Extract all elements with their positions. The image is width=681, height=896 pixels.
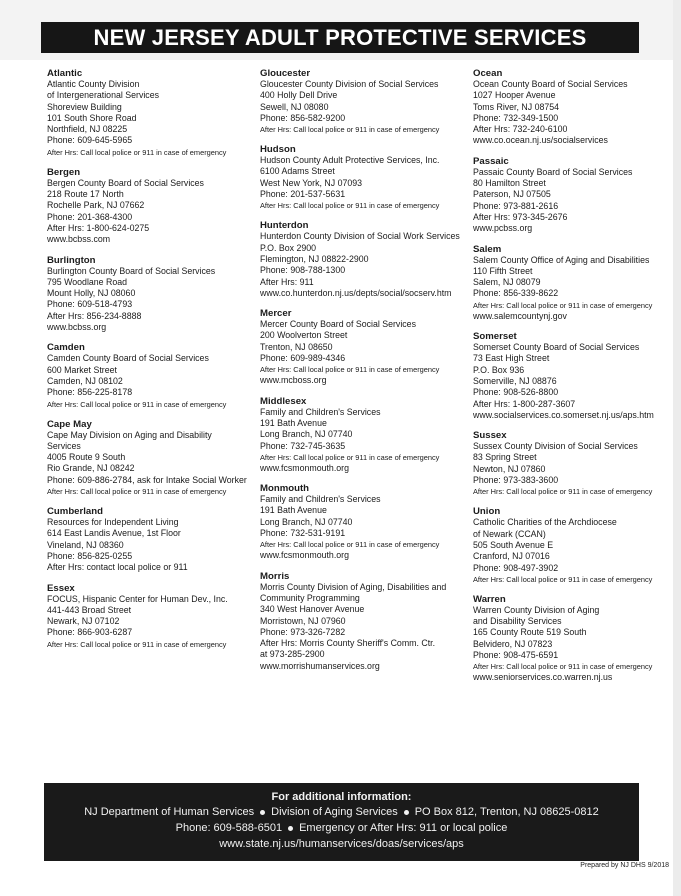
- contact-line: Ocean County Board of Social Services: [473, 79, 628, 89]
- footer-division: Division of Aging Services: [271, 806, 398, 818]
- contact-line: Family and Children's Services: [260, 406, 381, 417]
- website-link[interactable]: www.socialservices.co.somerset.nj.us/aps.htm: [473, 409, 654, 420]
- contact-line: 614 East Landis Avenue, 1st Floor: [47, 528, 181, 539]
- contact-line: Phone: 908-497-3902: [473, 562, 559, 573]
- contact-line: Atlantic County Division: [47, 79, 140, 89]
- county-entry: [260, 220, 465, 299]
- contact-line: Warren County Division of Aging: [473, 604, 600, 615]
- contact-line: After Hrs: Call local police or 911 in case of emergency: [260, 540, 440, 550]
- county-name: Hunterdon: [260, 220, 309, 232]
- contact-line: 340 West Hanover Avenue: [260, 604, 365, 615]
- contact-line: 218 Route 17 North: [47, 189, 124, 200]
- county-name: Cumberland: [47, 506, 103, 518]
- column-2: [260, 68, 465, 681]
- contact-line: After Hrs: Call local police or 911 in case of emergency: [260, 201, 440, 211]
- contact-line: FOCUS, Hispanic Center for Human Dev., Inc.: [47, 593, 228, 604]
- contact-line: Salem County Office of Aging and Disabilities: [473, 254, 650, 265]
- contact-line: Phone: 908-526-8800: [473, 387, 559, 398]
- county-name: Gloucester: [260, 68, 311, 79]
- county-entry: [47, 255, 252, 334]
- column-1: [47, 68, 252, 659]
- contact-line: After Hrs: 1-800-287-3607: [473, 398, 576, 409]
- county-name: Mercer: [260, 308, 292, 320]
- contact-line: Northfield, NJ 08225: [47, 124, 128, 135]
- county-entry: [47, 342, 252, 409]
- contact-line: Resources for Independent Living: [47, 517, 179, 528]
- contact-line: After Hrs: Call local police or 911 in case of emergency: [47, 639, 227, 649]
- footer-line-1: [44, 804, 639, 820]
- contact-line: P.O. Box 2900: [260, 242, 317, 253]
- bullet-icon: [404, 810, 409, 815]
- county-name: Hudson: [260, 144, 296, 156]
- county-name: Atlantic: [47, 68, 83, 79]
- contact-line: Long Branch, NJ 07740: [260, 516, 353, 527]
- county-name: Ocean: [473, 68, 503, 79]
- county-entry: [473, 506, 673, 584]
- contact-line: Shoreview Building: [47, 101, 122, 112]
- county-entry: [473, 594, 673, 684]
- contact-line: 505 South Avenue E: [473, 539, 554, 550]
- website-link[interactable]: www.morrishumanservices.org: [260, 660, 380, 671]
- contact-line: Services: [47, 440, 81, 451]
- county-entry: [260, 144, 465, 211]
- contact-line: Belvidero, NJ 07823: [473, 638, 553, 649]
- county-name: Middlesex: [260, 395, 307, 407]
- page-edge: [673, 0, 681, 896]
- contact-line: Phone: 856-225-8178: [47, 387, 133, 398]
- website-link[interactable]: www.pcbss.org: [473, 223, 533, 234]
- contact-line: of Intergenerational Services: [47, 90, 159, 101]
- contact-line: Somerville, NJ 08876: [473, 375, 557, 386]
- contact-line: Phone: 908-475-6591: [473, 649, 559, 660]
- footer-dept: NJ Department of Human Services: [84, 806, 255, 818]
- bullet-icon: [288, 826, 293, 831]
- contact-line: After Hrs: Morris County Sheriff's Comm. Ctr.: [260, 638, 436, 649]
- contact-line: After Hrs: Call local police or 911 in case of emergency: [260, 365, 440, 375]
- contact-line: West New York, NJ 07093: [260, 177, 363, 188]
- contact-line: Gloucester County Division of Social Services: [260, 79, 439, 89]
- county-name: Morris: [260, 570, 290, 582]
- footer-emergency: Emergency or After Hrs: 911 or local police: [299, 822, 508, 834]
- contact-line: 441-443 Broad Street: [47, 604, 132, 615]
- website-link[interactable]: www.fcsmonmouth.org: [260, 550, 349, 561]
- footer-address: PO Box 812, Trenton, NJ 08625-0812: [414, 806, 599, 818]
- contact-line: Morris County Division of Aging, Disabilities and: [260, 581, 447, 592]
- contact-line: Phone: 866-903-6287: [47, 627, 133, 638]
- contact-line: After Hrs: 732-240-6100: [473, 124, 568, 135]
- contact-line: 165 County Route 519 South: [473, 627, 587, 638]
- bullet-icon: [260, 810, 265, 815]
- county-name: Passaic: [473, 155, 509, 167]
- contact-line: 73 East High Street: [473, 353, 550, 364]
- footer-phone: Phone: 609-588-6501: [175, 822, 283, 834]
- contact-line: 191 Bath Avenue: [260, 505, 327, 516]
- contact-line: Phone: 856-582-9200: [260, 112, 346, 123]
- contact-line: Camden County Board of Social Services: [47, 353, 209, 364]
- contact-line: After Hrs: Call local police or 911 in case of emergency: [260, 125, 440, 135]
- county-name: Burlington: [47, 254, 96, 266]
- contact-line: After Hrs: Call local police or 911 in case of emergency: [473, 487, 653, 497]
- contact-line: After Hrs: Call local police or 911 in case of emergency: [473, 300, 653, 310]
- contact-line: Sussex County Division of Social Services: [473, 441, 638, 452]
- county-entry: [260, 396, 465, 474]
- contact-line: Passaic County Board of Social Services: [473, 166, 633, 177]
- contact-line: Phone: 973-383-3600: [473, 475, 559, 486]
- county-entry: [47, 167, 252, 246]
- contact-line: 400 Holly Dell Drive: [260, 90, 338, 101]
- contact-line: Community Programming: [260, 592, 360, 603]
- contact-line: Rio Grande, NJ 08242: [47, 463, 135, 474]
- contact-line: Salem, NJ 08079: [473, 277, 541, 288]
- county-entry: [473, 68, 673, 147]
- website-link[interactable]: www.salemcountynj.gov: [473, 310, 567, 321]
- contact-line: Somerset County Board of Social Services: [473, 342, 640, 353]
- contact-line: After Hrs: Call local police or 911 in case of emergency: [47, 147, 227, 157]
- county-name: Warren: [473, 593, 506, 605]
- website-link[interactable]: www.co.hunterdon.nj.us/depts/social/socserv.htm: [260, 287, 452, 298]
- contact-line: Phone: 732-349-1500: [473, 112, 559, 123]
- contact-line: 4005 Route 9 South: [47, 452, 126, 463]
- contact-line: Bergen County Board of Social Services: [47, 177, 204, 188]
- county-entry: [47, 506, 252, 573]
- contact-line: Trenton, NJ 08650: [260, 341, 333, 352]
- contact-line: Long Branch, NJ 07740: [260, 429, 353, 440]
- website-link[interactable]: www.fcsmonmouth.org: [260, 462, 349, 473]
- contact-line: 83 Spring Street: [473, 452, 537, 463]
- contact-line: Mount Holly, NJ 08060: [47, 288, 136, 299]
- county-name: Salem: [473, 243, 502, 255]
- county-name: Monmouth: [260, 483, 310, 495]
- contact-line: Phone: 856-825-0255: [47, 550, 133, 561]
- contact-line: Burlington County Board of Social Services: [47, 265, 216, 276]
- website-link[interactable]: www.mcboss.org: [260, 375, 327, 386]
- contact-line: Hunterdon County Division of Social Work Services: [260, 231, 460, 242]
- contact-line: After Hrs: contact local police or 911: [47, 562, 188, 573]
- county-entry: [473, 156, 673, 235]
- contact-line: Phone: 609-645-5965: [47, 135, 133, 146]
- contact-line: Rochelle Park, NJ 07662: [47, 200, 145, 211]
- contact-line: of Newark (CCAN): [473, 528, 546, 539]
- footer-line-2: [44, 820, 639, 836]
- contact-line: at 973-285-2900: [260, 649, 325, 660]
- contact-line: After Hrs: Call local police or 911 in case of emergency: [473, 662, 653, 672]
- contact-line: and Disability Services: [473, 616, 562, 627]
- page-title: NEW JERSEY ADULT PROTECTIVE SERVICES: [41, 22, 639, 53]
- contact-line: Phone: 856-339-8622: [473, 288, 559, 299]
- contact-line: 1027 Hooper Avenue: [473, 90, 556, 101]
- contact-line: Phone: 908-788-1300: [260, 265, 346, 276]
- contact-line: Camden, NJ 08102: [47, 375, 123, 386]
- contact-line: 600 Market Street: [47, 364, 117, 375]
- county-name: Sussex: [473, 430, 507, 442]
- contact-line: 110 Fifth Street: [473, 265, 533, 276]
- contact-line: Phone: 609-989-4346: [260, 353, 346, 364]
- contact-line: 795 Woodlane Road: [47, 276, 128, 287]
- contact-line: Phone: 201-368-4300: [47, 211, 133, 222]
- website-link[interactable]: www.bcbss.com: [47, 234, 111, 245]
- contact-line: Toms River, NJ 08754: [473, 101, 560, 112]
- contact-line: 191 Bath Avenue: [260, 417, 327, 428]
- footer-title: For additional information:: [271, 791, 412, 803]
- website-link[interactable]: www.bcbss.org: [47, 322, 107, 333]
- contact-line: Cape May Division on Aging and Disability: [47, 429, 212, 440]
- contact-line: 200 Woolverton Street: [260, 330, 348, 341]
- contact-line: After Hrs: Call local police or 911 in case of emergency: [473, 574, 653, 584]
- contact-line: Newton, NJ 07860: [473, 463, 546, 474]
- contact-line: 101 South Shore Road: [47, 112, 137, 123]
- county-entry: [47, 583, 252, 650]
- info-footer: [44, 783, 639, 861]
- contact-line: After Hrs: 911: [260, 276, 314, 287]
- county-name: Somerset: [473, 331, 517, 343]
- contact-line: After Hrs: 973-345-2676: [473, 211, 568, 222]
- contact-line: Catholic Charities of the Archdiocese: [473, 517, 617, 528]
- county-name: Bergen: [47, 166, 81, 178]
- website-link[interactable]: www.co.ocean.nj.us/socialservices: [473, 135, 608, 146]
- website-link[interactable]: www.seniorservices.co.warren.nj.us: [473, 672, 613, 683]
- contact-line: Newark, NJ 07102: [47, 616, 120, 627]
- county-name: Union: [473, 506, 501, 518]
- county-name: Essex: [47, 582, 75, 594]
- county-entry: [47, 419, 252, 497]
- county-entry: [260, 571, 465, 672]
- contact-line: Cranford, NJ 07016: [473, 551, 550, 562]
- contact-line: Flemington, NJ 08822-2900: [260, 253, 369, 264]
- county-name: Cape May: [47, 418, 92, 430]
- contact-line: Phone: 973-881-2616: [473, 200, 559, 211]
- county-entry: [260, 308, 465, 386]
- contact-line: After Hrs: Call local police or 911 in case of emergency: [260, 452, 440, 462]
- county-entry: [473, 244, 673, 322]
- contact-line: Hudson County Adult Protective Services, Inc.: [260, 155, 440, 166]
- contact-line: Morristown, NJ 07960: [260, 615, 346, 626]
- contact-line: Phone: 973-326-7282: [260, 626, 346, 637]
- county-entry: [260, 483, 465, 561]
- contact-line: Vineland, NJ 08360: [47, 539, 124, 550]
- prepared-by: Prepared by NJ DHS 9/2018: [580, 862, 669, 869]
- contact-line: Phone: 609-886-2784, ask for Intake Social Worker: [47, 474, 247, 485]
- contact-line: Phone: 201-537-5631: [260, 189, 346, 200]
- county-entry: [473, 331, 673, 421]
- county-entry: [473, 430, 673, 497]
- contact-line: After Hrs: 856-234-8888: [47, 310, 142, 321]
- county-entry: [260, 68, 465, 135]
- contact-line: Phone: 732-745-3635: [260, 440, 346, 451]
- contact-line: 80 Hamilton Street: [473, 178, 546, 189]
- column-3: [473, 68, 673, 693]
- contact-line: Mercer County Board of Social Services: [260, 319, 416, 330]
- contact-line: Phone: 609-518-4793: [47, 299, 133, 310]
- contact-line: After Hrs: Call local police or 911 in case of emergency: [47, 399, 227, 409]
- contact-line: After Hrs: Call local police or 911 in case of emergency: [47, 487, 227, 497]
- contact-line: Phone: 732-531-9191: [260, 528, 346, 539]
- contact-line: After Hrs: 1-800-624-0275: [47, 222, 150, 233]
- contact-line: Family and Children's Services: [260, 494, 381, 505]
- contact-line: P.O. Box 936: [473, 364, 525, 375]
- county-entry: [47, 68, 252, 158]
- footer-url[interactable]: www.state.nj.us/humanservices/doas/services/aps: [219, 838, 464, 850]
- contact-line: Sewell, NJ 08080: [260, 101, 329, 112]
- county-name: Camden: [47, 342, 85, 354]
- contact-line: Paterson, NJ 07505: [473, 189, 551, 200]
- contact-line: 6100 Adams Street: [260, 166, 335, 177]
